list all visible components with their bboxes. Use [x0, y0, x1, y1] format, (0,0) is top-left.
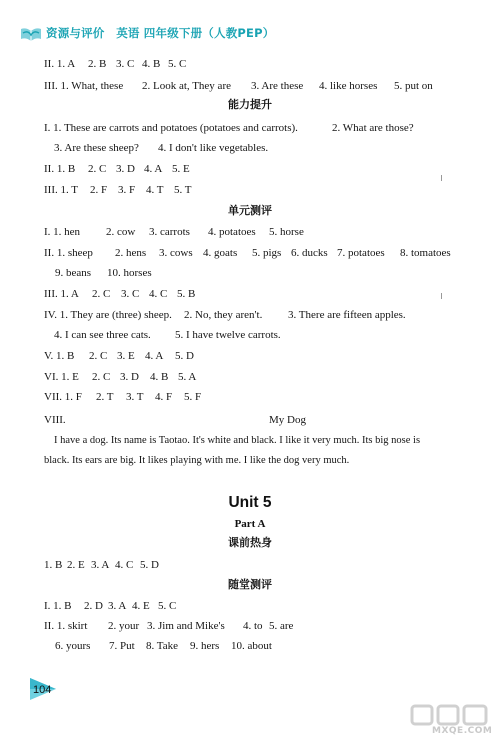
part-heading: Part A — [234, 518, 266, 530]
answer-item: 4. A — [145, 350, 164, 362]
answer-item: 1. B — [44, 559, 63, 571]
answer-item: 5. I have twelve carrots. — [175, 329, 281, 341]
answer-line — [44, 558, 159, 572]
essay-line — [54, 434, 420, 448]
answer-item: VII. 1. F — [44, 391, 82, 403]
answer-item: II. 1. sheep — [44, 247, 93, 259]
answer-item: 4. I can see three cats. — [54, 329, 151, 341]
answer-item: 3. Jim and Mike's — [147, 620, 225, 632]
answer-item: 4. to — [243, 620, 263, 632]
answer-line — [44, 225, 304, 239]
section-heading: 能力提升 — [228, 98, 272, 111]
answer-item: 2. C — [92, 288, 111, 300]
answer-item: II. 1. skirt — [44, 620, 88, 632]
answer-item: 3. Are these — [251, 80, 304, 92]
answer-item: 2. No, they aren't. — [184, 309, 263, 321]
answer-item: I. 1. These are carrots and potatoes (potatoes and carrots). — [44, 122, 298, 134]
answer-line — [44, 599, 176, 613]
answer-item: II. 1. B — [44, 163, 76, 175]
answer-line — [44, 121, 414, 135]
section-heading: 课前热身 — [228, 536, 272, 549]
answer-item: II. 1. A — [44, 58, 76, 70]
book-logo-icon — [20, 24, 42, 42]
answer-item: 3. A — [108, 600, 127, 612]
answer-item: 3. Are these sheep? — [54, 142, 139, 154]
answer-item: 2. What are those? — [332, 122, 414, 134]
answer-item: 5. D — [140, 559, 159, 571]
answer-item: 5. T — [174, 184, 192, 196]
answer-item: I. 1. B — [44, 600, 72, 612]
answer-item: 2. F — [90, 184, 108, 196]
unit-heading: Unit 5 — [228, 494, 272, 511]
answer-item: 4. C — [115, 559, 134, 571]
answer-line — [44, 308, 406, 322]
answer-item: 5. are — [269, 620, 294, 632]
answer-item: 4. T — [146, 184, 164, 196]
answer-item: 5. A — [178, 371, 197, 383]
answer-line — [55, 266, 152, 280]
answer-item: 7. Put — [109, 640, 135, 652]
answer-item: 3. D — [116, 163, 135, 175]
answer-item: 5. put on — [394, 80, 433, 92]
answer-item: 5. B — [177, 288, 196, 300]
answer-item: 2. B — [88, 58, 107, 70]
answer-line — [44, 370, 196, 384]
answer-item: 6. ducks — [291, 247, 328, 259]
answer-item: 7. potatoes — [337, 247, 385, 259]
answer-line — [44, 619, 293, 633]
answer-item: 5. C — [158, 600, 177, 612]
answer-item: 5. D — [175, 350, 194, 362]
answer-item: 3. There are fifteen apples. — [288, 309, 406, 321]
answer-item: I. 1. hen — [44, 226, 81, 238]
section-heading: 随堂测评 — [228, 578, 272, 591]
answer-item: VIII. — [44, 414, 66, 426]
section-heading: 单元测评 — [228, 204, 272, 217]
answer-item: 2. D — [84, 600, 103, 612]
answer-line — [44, 390, 201, 404]
answer-line — [44, 413, 66, 427]
answer-line — [44, 57, 186, 71]
answer-item: 5. F — [184, 391, 202, 403]
answer-item: 4. A — [144, 163, 163, 175]
answer-line — [44, 287, 195, 301]
answer-item: I have a dog. Its name is Taotao. It's white and black. I like it very much. Its big nose is — [54, 435, 421, 446]
answer-item: 3. E — [117, 350, 135, 362]
answer-item: 5. E — [172, 163, 190, 175]
answer-item: VI. 1. E — [44, 371, 79, 383]
answer-item: 3. D — [120, 371, 139, 383]
answer-item: 5. C — [168, 58, 187, 70]
answer-item: 2. hens — [115, 247, 147, 259]
header-title: 资源与评价 英语 四年级下册（人教PEP） — [46, 26, 275, 40]
answer-item: 3. A — [91, 559, 110, 571]
margin-tick — [441, 293, 442, 299]
answer-item: 8. Take — [146, 640, 179, 652]
answer-line — [44, 349, 194, 363]
watermark-url: MXQE.COM — [432, 726, 493, 736]
page-header — [20, 24, 320, 44]
answer-line — [54, 328, 281, 342]
answer-item: 3. F — [118, 184, 136, 196]
answer-item: 4. goats — [203, 247, 238, 259]
answer-item: III. 1. T — [44, 184, 79, 196]
answer-item: 10. about — [231, 640, 272, 652]
answer-item: 5. pigs — [252, 247, 282, 259]
answer-item: 2. C — [89, 350, 108, 362]
answer-item: 4. I don't like vegetables. — [158, 142, 269, 154]
answer-item: 4. F — [155, 391, 173, 403]
page-number: 104 — [33, 684, 52, 696]
answer-item: IV. 1. They are (three) sheep. — [44, 309, 172, 321]
answer-item: 2. E — [67, 559, 85, 571]
answer-line — [44, 162, 190, 176]
answer-item: 3. C — [121, 288, 140, 300]
answer-item: 4. like horses — [319, 80, 378, 92]
answer-item: 6. yours — [55, 640, 91, 652]
answer-item: 4. potatoes — [208, 226, 256, 238]
answer-item: 3. C — [116, 58, 135, 70]
margin-tick — [441, 175, 442, 181]
answer-item: 4. C — [149, 288, 168, 300]
answer-item: 10. horses — [107, 267, 152, 279]
answer-item: 4. B — [150, 371, 169, 383]
answer-item: 2. cow — [106, 226, 136, 238]
answer-item: 3. T — [126, 391, 144, 403]
essay-line — [44, 454, 349, 468]
answer-item: III. 1. A — [44, 288, 79, 300]
answer-item: 4. B — [142, 58, 161, 70]
answer-item: 5. horse — [269, 226, 304, 238]
answer-line — [55, 639, 272, 653]
answer-item: V. 1. B — [44, 350, 75, 362]
essay-title: My Dog — [269, 414, 306, 426]
answer-line — [54, 141, 268, 155]
answer-line — [44, 183, 192, 197]
answer-item: 8. tomatoes — [400, 247, 451, 259]
answer-item: black. Its ears are big. It likes playing with me. I like the dog very much. — [44, 455, 350, 466]
answer-item: 2. C — [92, 371, 111, 383]
answer-item: 2. Look at, They are — [142, 80, 231, 92]
answer-item: 9. beans — [55, 267, 92, 279]
answer-item: 4. E — [132, 600, 150, 612]
answer-item: 2. your — [108, 620, 140, 632]
answer-item: III. 1. What, these — [44, 80, 124, 92]
answer-line — [44, 79, 433, 93]
answer-item: 2. T — [96, 391, 114, 403]
answer-item: 2. C — [88, 163, 107, 175]
answer-item: 9. hers — [190, 640, 220, 652]
answer-line — [44, 246, 451, 260]
answer-item: 3. cows — [159, 247, 193, 259]
answer-item: 3. carrots — [149, 226, 190, 238]
